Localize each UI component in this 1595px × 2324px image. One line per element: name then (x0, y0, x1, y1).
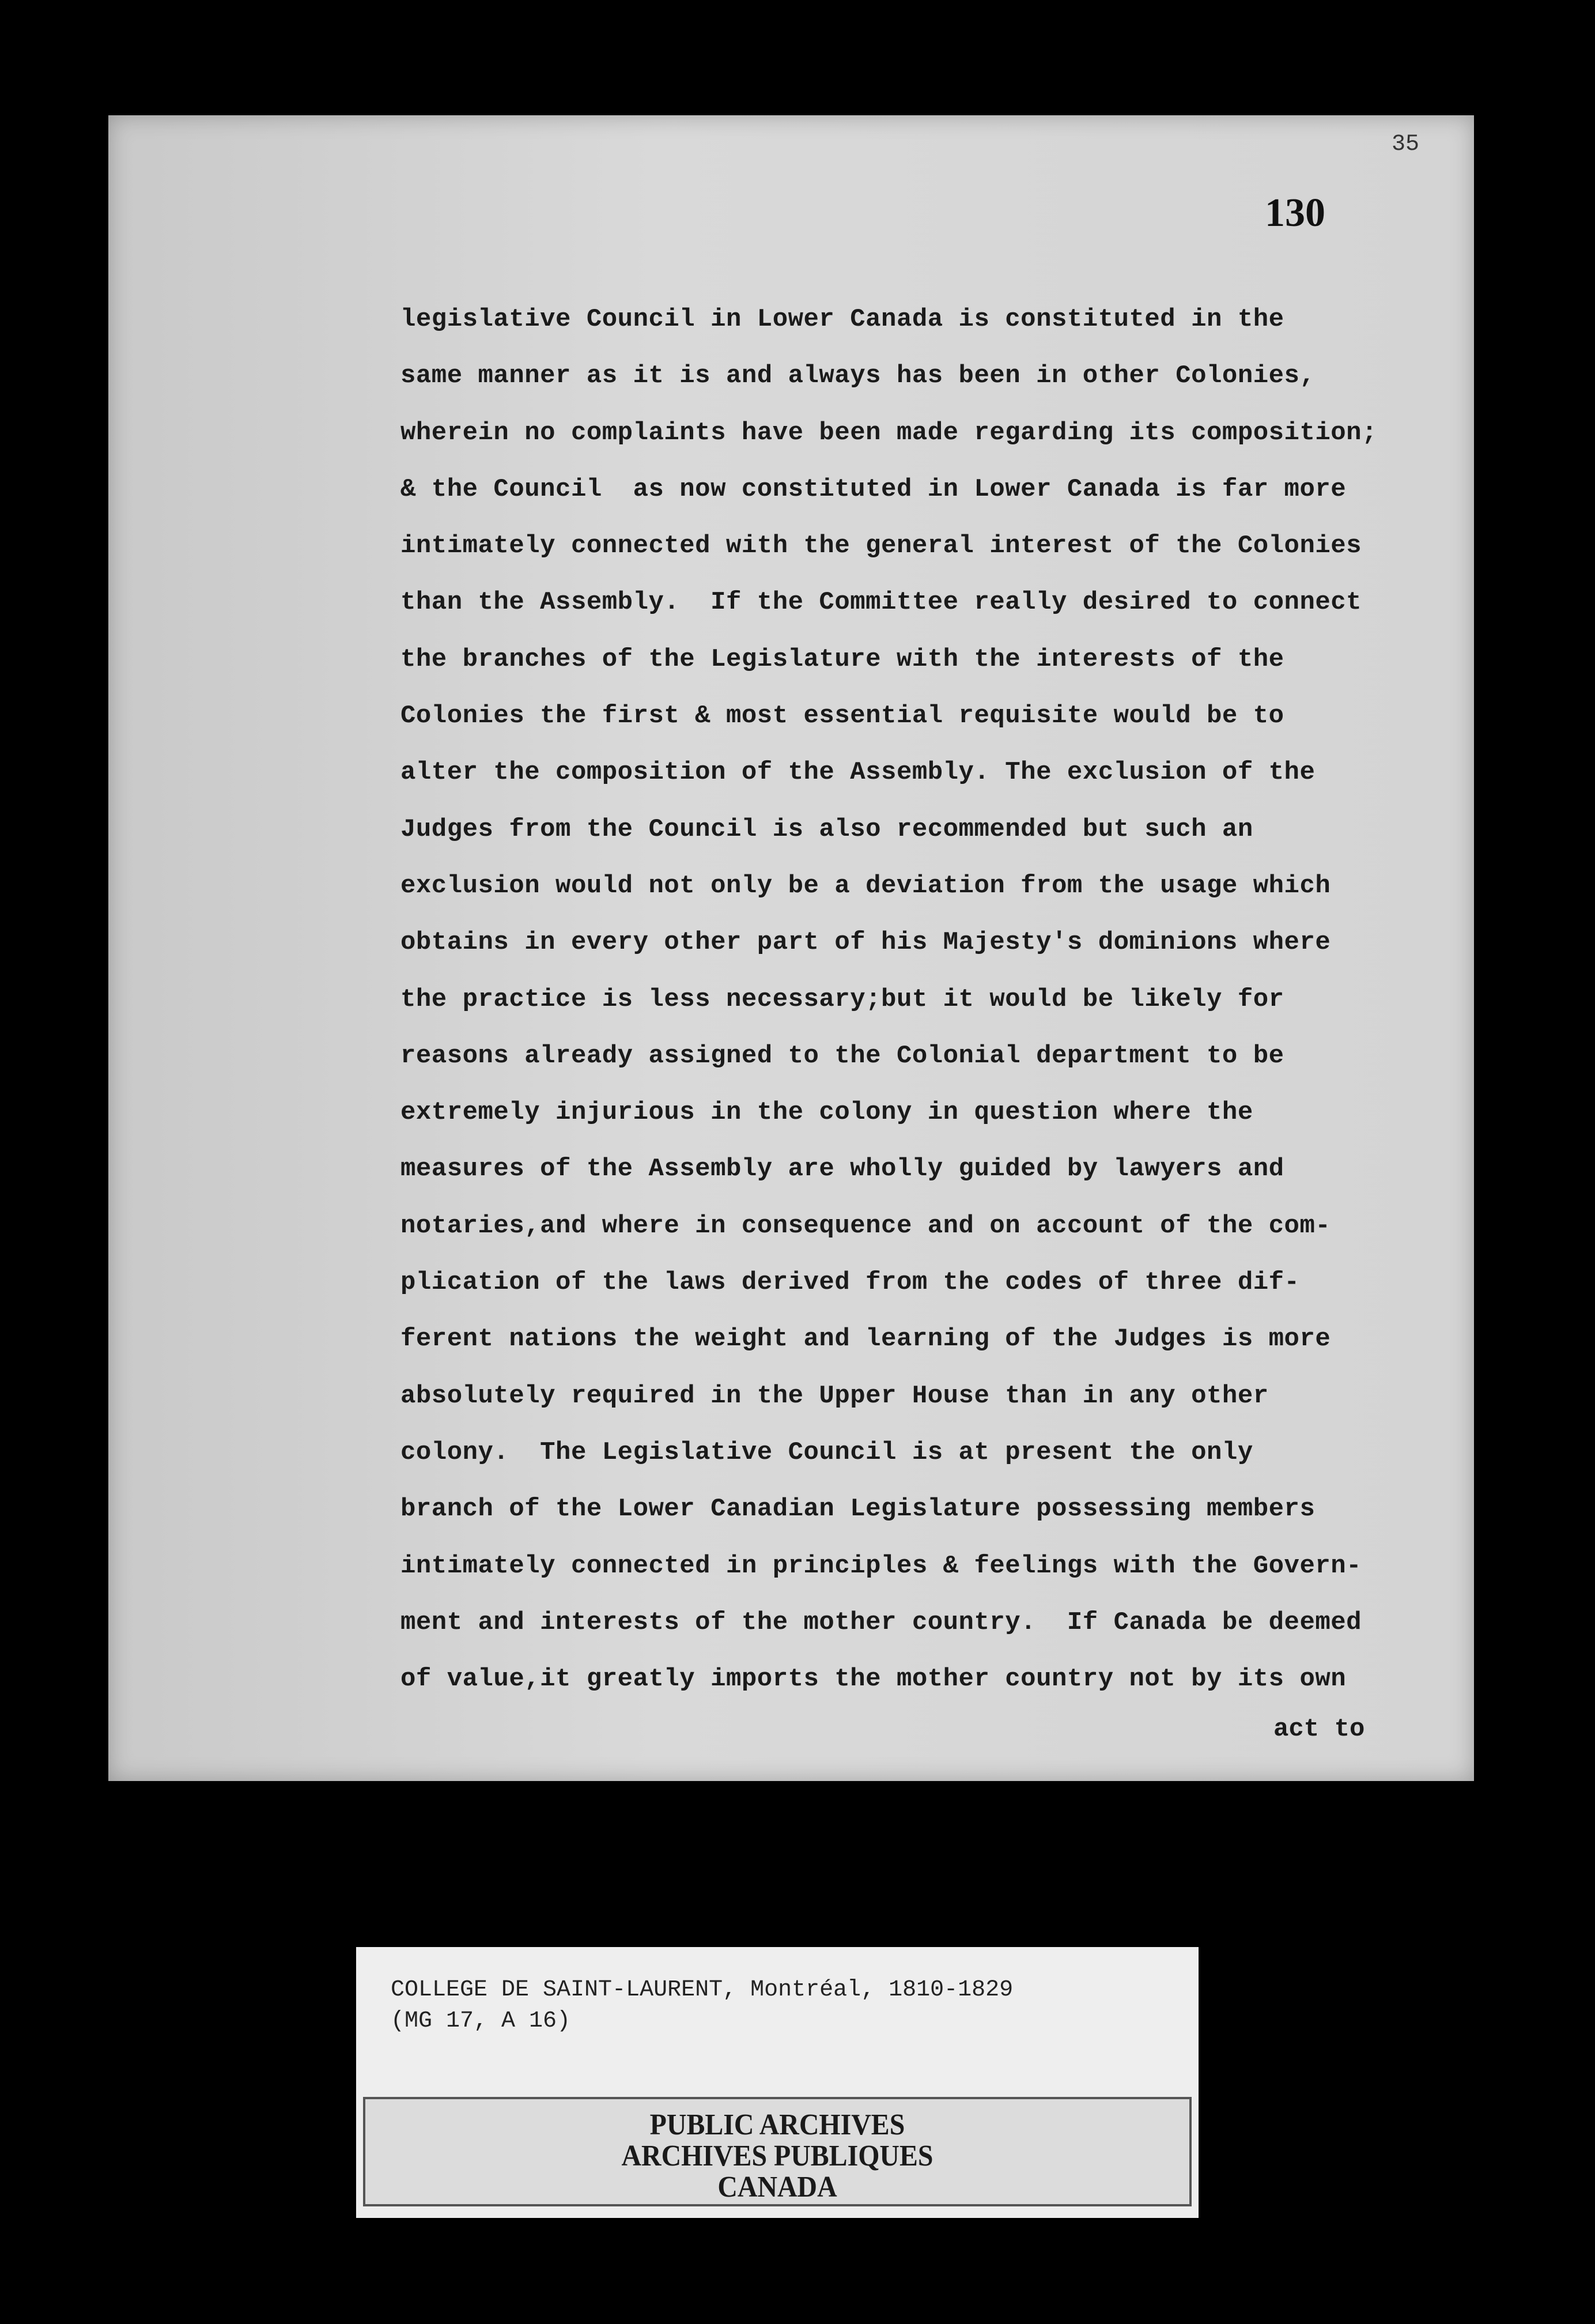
text-line: extremely injurious in the colony in question where the (400, 1098, 1253, 1127)
text-line: Judges from the Council is also recommended but such an (400, 814, 1253, 844)
text-line: branch of the Lower Canadian Legislature possessing members (400, 1495, 1316, 1524)
stamp-line-2: ARCHIVES PUBLIQUES (621, 2140, 933, 2172)
page-number-large: 130 (1265, 191, 1325, 235)
text-line: Colonies the first & most essential requisite would be to (400, 701, 1284, 731)
text-line: reasons already assigned to the Colonial department to be (400, 1041, 1284, 1070)
text-line: intimately connected with the general interest of the Colonies (400, 531, 1362, 561)
archives-stamp (363, 2097, 1192, 2206)
text-line: colony. The Legislative Council is at present the only (400, 1438, 1253, 1467)
text-line: of value,it greatly imports the mother country not by its own (400, 1665, 1347, 1694)
page-number-small: 35 (1392, 131, 1420, 157)
text-line: & the Council as now constituted in Lower Canada is far more (400, 474, 1347, 504)
stamp-line-3: CANADA (717, 2171, 837, 2204)
catchword: act to (1273, 1715, 1365, 1744)
text-line: notaries,and where in consequence and on account of the com- (400, 1211, 1331, 1240)
text-line: wherein no complaints have been made regarding its composition; (400, 418, 1377, 447)
text-line: absolutely required in the Upper House than in any other (400, 1381, 1269, 1410)
text-line: than the Assembly. If the Committee really desired to connect (400, 588, 1362, 617)
stamp-line-1: PUBLIC ARCHIVES (649, 2108, 905, 2141)
text-line: obtains in every other part of his Majesty's dominions where (400, 928, 1331, 957)
typed-text-body (400, 291, 1467, 1707)
text-line: plication of the laws derived from the codes of three dif- (400, 1268, 1300, 1297)
reference-line-1: COLLEGE DE SAINT-LAURENT, Montréal, 1810-1829 (391, 1977, 1014, 2003)
text-line: same manner as it is and always has been in other Colonies, (400, 361, 1316, 391)
text-line: measures of the Assembly are wholly guided by lawyers and (400, 1155, 1284, 1184)
archive-reference (391, 1975, 1013, 2037)
archive-label-card (356, 1947, 1199, 2218)
text-line: ferent nations the weight and learning of the Judges is more (400, 1325, 1331, 1354)
text-line: legislative Council in Lower Canada is constituted in the (400, 305, 1284, 334)
text-line: alter the composition of the Assembly. The exclusion of the (400, 758, 1316, 787)
text-line: intimately connected in principles & feelings with the Govern- (400, 1551, 1362, 1580)
text-line: the branches of the Legislature with the interests of the (400, 644, 1284, 674)
text-line: exclusion would not only be a deviation from the usage which (400, 871, 1331, 900)
text-line: ment and interests of the mother country. If Canada be deemed (400, 1608, 1362, 1637)
text-line: the practice is less necessary;but it would be likely for (400, 984, 1284, 1014)
reference-line-2: (MG 17, A 16) (391, 2008, 571, 2034)
